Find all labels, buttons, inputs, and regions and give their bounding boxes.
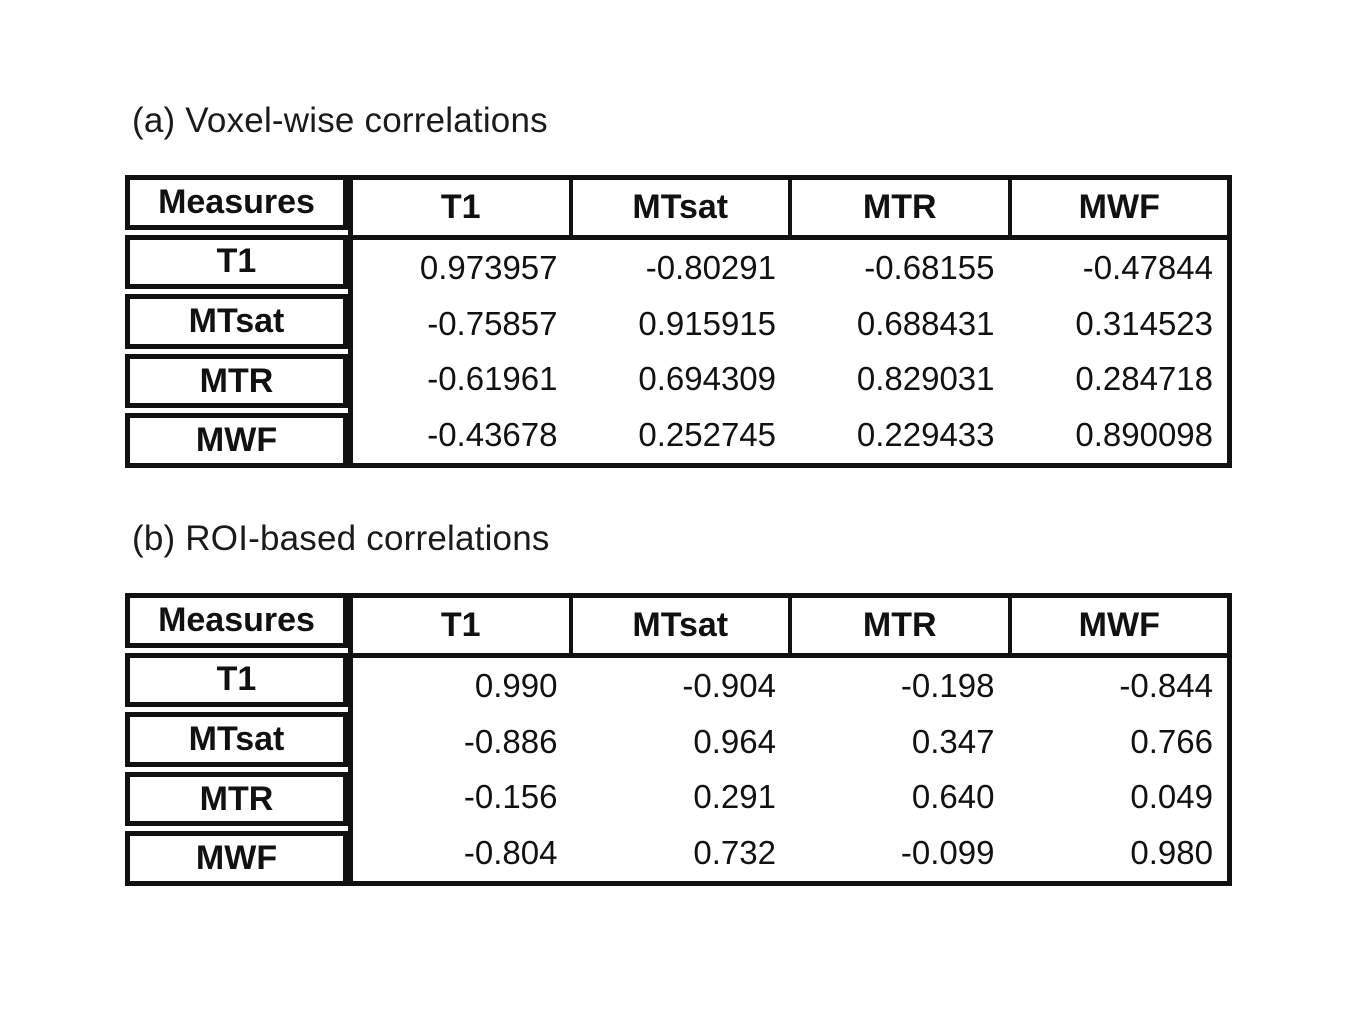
- row-header-mwf: MWF: [125, 413, 348, 468]
- value-cell: -0.61961: [427, 360, 558, 398]
- value-cell: -0.844: [1119, 666, 1213, 704]
- value-cell: -0.80291: [645, 248, 776, 286]
- value-cell: 0.688431: [856, 304, 995, 342]
- value-cell: -0.75857: [427, 304, 558, 342]
- value-cell: 0.890098: [1075, 416, 1213, 454]
- measures-column-b: [125, 593, 348, 886]
- corner-header-measures: Measures: [125, 175, 348, 230]
- row-header-t1: T1: [125, 235, 348, 290]
- value-cell: 0.284718: [1075, 360, 1213, 398]
- value-cell: 0.229433: [856, 416, 995, 454]
- corner-header-measures: Measures: [125, 593, 348, 648]
- column-header-row: [353, 180, 1227, 240]
- value-cell: 0.990: [474, 666, 558, 704]
- value-cell: 0.964: [693, 722, 776, 760]
- values-grid: [353, 240, 1227, 463]
- data-grid-b: [348, 593, 1232, 886]
- col-header-mtsat: MTsat: [569, 598, 789, 653]
- correlation-table-voxel-wise: [125, 175, 1232, 468]
- value-cell: -0.47844: [1082, 248, 1213, 286]
- row-header-mtr: MTR: [125, 772, 348, 827]
- panel-a-title: (a) Voxel-wise correlations: [132, 101, 548, 140]
- value-cell: -0.198: [900, 666, 995, 704]
- col-header-mwf: MWF: [1008, 598, 1228, 653]
- value-cell: 0.732: [693, 834, 776, 872]
- value-cell: 0.694309: [638, 360, 776, 398]
- value-cell: 0.829031: [856, 360, 995, 398]
- value-cell: -0.886: [463, 722, 558, 760]
- data-grid-a: [348, 175, 1232, 468]
- value-cell: -0.43678: [427, 416, 558, 454]
- panel-voxel-wise: [125, 100, 1235, 468]
- value-cell: -0.904: [682, 666, 776, 704]
- value-cell: 0.314523: [1075, 304, 1213, 342]
- value-cell: -0.804: [463, 834, 558, 872]
- column-header-row: [353, 598, 1227, 658]
- value-cell: -0.156: [463, 778, 558, 816]
- row-header-mwf: MWF: [125, 831, 348, 886]
- col-header-t1: T1: [440, 188, 481, 226]
- correlation-table-roi-based: [125, 593, 1232, 886]
- measures-column-a: [125, 175, 348, 468]
- value-cell: 0.973957: [419, 248, 558, 286]
- value-cell: -0.68155: [864, 248, 995, 286]
- col-header-t1: T1: [440, 606, 481, 644]
- value-cell: 0.252745: [638, 416, 776, 454]
- col-header-mwf: MWF: [1008, 180, 1228, 235]
- value-cell: 0.980: [1130, 834, 1213, 872]
- col-header-mtr: MTR: [788, 598, 1008, 653]
- col-header-mtsat: MTsat: [569, 180, 789, 235]
- value-cell: 0.766: [1130, 722, 1213, 760]
- row-header-mtr: MTR: [125, 354, 348, 409]
- value-cell: 0.347: [911, 722, 995, 760]
- value-cell: 0.291: [693, 778, 776, 816]
- values-grid: [353, 658, 1227, 881]
- value-cell: -0.099: [900, 834, 995, 872]
- value-cell: 0.915915: [638, 304, 776, 342]
- row-header-mtsat: MTsat: [125, 712, 348, 767]
- value-cell: 0.640: [911, 778, 995, 816]
- panel-roi-based: [125, 518, 1235, 886]
- row-header-mtsat: MTsat: [125, 294, 348, 349]
- row-header-t1: T1: [125, 653, 348, 708]
- col-header-mtr: MTR: [788, 180, 1008, 235]
- value-cell: 0.049: [1130, 778, 1213, 816]
- panel-b-title: (b) ROI-based correlations: [132, 519, 550, 558]
